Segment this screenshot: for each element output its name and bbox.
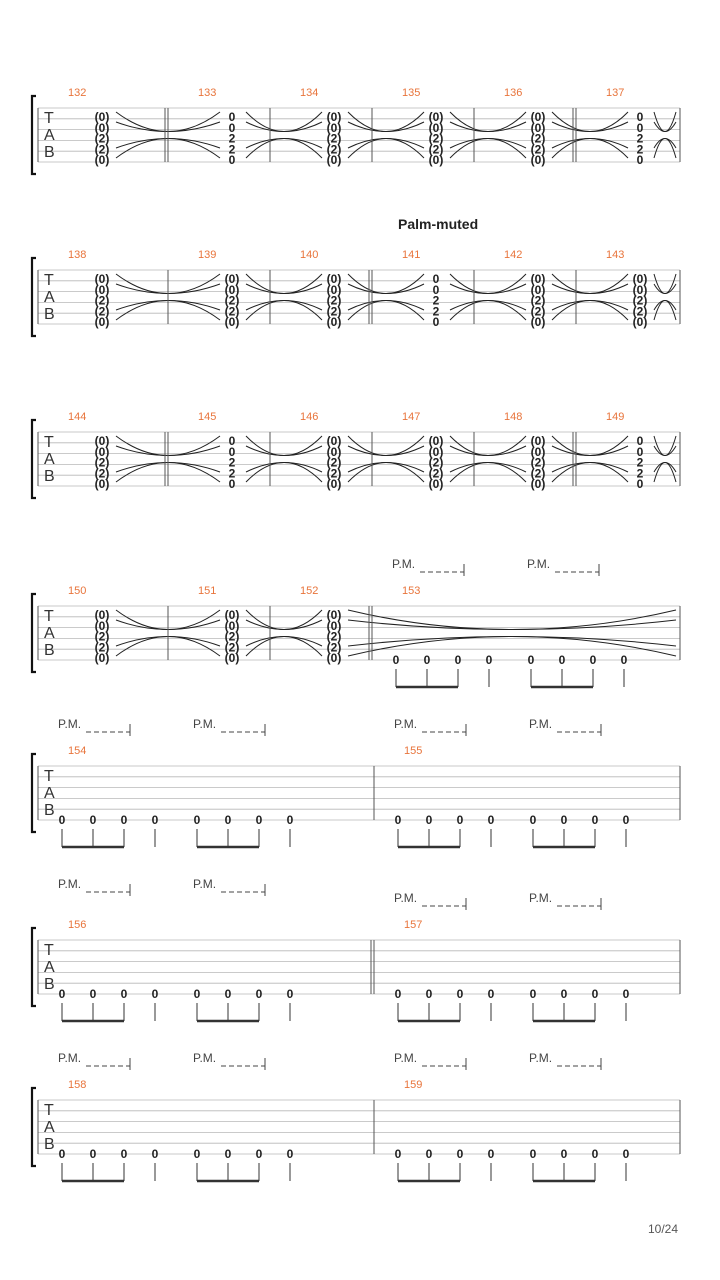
fret-number: (2) xyxy=(326,629,342,644)
fret-number: (0) xyxy=(530,282,546,297)
fret-number: (2) xyxy=(94,142,110,157)
fret-number: 2 xyxy=(636,131,644,146)
fret-number: 0 xyxy=(636,153,644,168)
tab-system xyxy=(32,877,680,1021)
fret-number: (0) xyxy=(326,618,342,633)
fret-number: (0) xyxy=(428,477,444,492)
fret-number: (0) xyxy=(428,434,444,448)
fret-number: (0) xyxy=(428,120,444,135)
fret-number: 0 xyxy=(151,1147,159,1161)
fret-number: 0 xyxy=(487,813,495,827)
fret-number: 0 xyxy=(224,1147,232,1161)
fret-number: 0 xyxy=(394,987,402,1001)
palm-mute-label: P.M. xyxy=(58,877,82,891)
fret-number: 0 xyxy=(636,120,644,135)
tab-system xyxy=(32,1051,680,1181)
fret-number: (2) xyxy=(632,293,648,308)
tab-clef-letter: A xyxy=(44,451,55,468)
fret-number: 2 xyxy=(228,131,236,146)
section-text: Palm-muted xyxy=(398,216,479,232)
fret-number: 0 xyxy=(89,813,97,827)
fret-number: (0) xyxy=(94,272,110,286)
fret-number: 0 xyxy=(255,813,263,827)
fret-number: (0) xyxy=(224,651,240,666)
fret-number: 0 xyxy=(228,120,236,135)
fret-number: 0 xyxy=(636,434,644,448)
bar-number: 142 xyxy=(504,249,523,261)
bar-number: 141 xyxy=(402,249,421,261)
fret-number: (0) xyxy=(428,153,444,168)
fret-number: (0) xyxy=(632,282,648,297)
fret-number: (0) xyxy=(632,315,648,330)
bar-number: 148 xyxy=(504,411,523,423)
fret-number: (0) xyxy=(94,444,110,459)
fret-number: 0 xyxy=(432,315,440,330)
fret-number: (2) xyxy=(428,142,444,157)
bar-number: 146 xyxy=(300,411,319,423)
fret-number: (0) xyxy=(224,315,240,330)
fret-number: (2) xyxy=(326,455,342,470)
fret-number: (2) xyxy=(94,466,110,481)
fret-number: (2) xyxy=(326,142,342,157)
tab-system xyxy=(32,717,680,847)
fret-number: 0 xyxy=(456,1147,464,1161)
fret-number: 2 xyxy=(228,466,236,481)
system-bracket xyxy=(32,594,36,672)
bar-number: 136 xyxy=(504,87,523,99)
palm-mute-label: P.M. xyxy=(193,717,217,731)
fret-number: 0 xyxy=(432,272,440,286)
fret-number: 0 xyxy=(228,434,236,448)
fret-number: 0 xyxy=(423,653,431,667)
fret-number: 0 xyxy=(58,813,66,827)
fret-number: (2) xyxy=(530,304,546,319)
fret-number: 0 xyxy=(558,653,566,667)
tab-clef-letter: A xyxy=(44,959,55,976)
fret-number: 0 xyxy=(394,813,402,827)
fret-number: (2) xyxy=(94,131,110,146)
bar-number: 138 xyxy=(68,249,87,261)
fret-number: 0 xyxy=(425,987,433,1001)
fret-number: 0 xyxy=(560,987,568,1001)
fret-number: (0) xyxy=(326,608,342,622)
fret-number: (2) xyxy=(428,455,444,470)
fret-number: 0 xyxy=(636,110,644,124)
palm-mute-label: P.M. xyxy=(58,717,82,731)
fret-number: 0 xyxy=(286,987,294,1001)
fret-number: 0 xyxy=(120,813,128,827)
fret-number: (2) xyxy=(326,466,342,481)
fret-number: (0) xyxy=(530,315,546,330)
fret-number: (2) xyxy=(94,640,110,655)
fret-number: 0 xyxy=(255,987,263,1001)
fret-number: 0 xyxy=(485,653,493,667)
fret-number: 0 xyxy=(228,110,236,124)
fret-number: 0 xyxy=(560,813,568,827)
fret-number: (2) xyxy=(94,629,110,644)
tab-clef-letter: B xyxy=(44,144,55,161)
fret-number: (0) xyxy=(326,444,342,459)
fret-number: (0) xyxy=(428,444,444,459)
fret-number: 0 xyxy=(151,987,159,1001)
bar-number: 140 xyxy=(300,249,319,261)
tab-clef-letter: A xyxy=(44,1119,55,1136)
fret-number: (2) xyxy=(326,131,342,146)
fret-number: 0 xyxy=(487,987,495,1001)
bar-number: 137 xyxy=(606,87,625,99)
fret-number: (2) xyxy=(224,640,240,655)
fret-number: 0 xyxy=(255,1147,263,1161)
fret-number: 0 xyxy=(193,1147,201,1161)
fret-number: 0 xyxy=(89,987,97,1001)
tab-clef-letter: T xyxy=(44,768,54,785)
fret-number: (0) xyxy=(94,315,110,330)
tab-clef-letter: B xyxy=(44,976,55,993)
tab-clef-letter: T xyxy=(44,272,54,289)
fret-number: 0 xyxy=(228,153,236,168)
fret-number: 0 xyxy=(89,1147,97,1161)
tab-clef-letter: T xyxy=(44,608,54,625)
fret-number: (0) xyxy=(224,282,240,297)
fret-number: 0 xyxy=(456,987,464,1001)
fret-number: 0 xyxy=(425,813,433,827)
fret-number: 0 xyxy=(193,813,201,827)
bar-number: 143 xyxy=(606,249,625,261)
fret-number: (0) xyxy=(326,477,342,492)
fret-number: (0) xyxy=(326,272,342,286)
fret-number: 0 xyxy=(591,987,599,1001)
fret-number: (2) xyxy=(632,304,648,319)
fret-number: 0 xyxy=(591,1147,599,1161)
fret-number: (2) xyxy=(326,293,342,308)
bar-number: 145 xyxy=(198,411,217,423)
fret-number: (2) xyxy=(224,629,240,644)
fret-number: 0 xyxy=(456,813,464,827)
fret-number: (0) xyxy=(94,153,110,168)
tab-clef-letter: T xyxy=(44,110,54,127)
fret-number: (2) xyxy=(326,304,342,319)
bar-number: 158 xyxy=(68,1079,87,1091)
fret-number: (0) xyxy=(94,110,110,124)
system-bracket xyxy=(32,420,36,498)
fret-number: (0) xyxy=(530,110,546,124)
tab-clef-letter: T xyxy=(44,942,54,959)
system-bracket xyxy=(32,1088,36,1166)
fret-number: (0) xyxy=(428,110,444,124)
fret-number: (0) xyxy=(94,608,110,622)
fret-number: 0 xyxy=(636,477,644,492)
fret-number: 0 xyxy=(58,987,66,1001)
fret-number: 0 xyxy=(286,813,294,827)
fret-number: (0) xyxy=(224,618,240,633)
fret-number: (0) xyxy=(224,272,240,286)
fret-number: 0 xyxy=(425,1147,433,1161)
fret-number: 0 xyxy=(622,987,630,1001)
fret-number: (2) xyxy=(94,293,110,308)
tab-clef-letter: A xyxy=(44,785,55,802)
fret-number: (0) xyxy=(326,651,342,666)
fret-number: 0 xyxy=(527,653,535,667)
bar-number: 133 xyxy=(198,87,217,99)
bar-number: 153 xyxy=(402,585,421,597)
bar-number: 159 xyxy=(404,1079,423,1091)
fret-number: (0) xyxy=(94,651,110,666)
tab-clef-letter: A xyxy=(44,625,55,642)
fret-number: 0 xyxy=(636,444,644,459)
fret-number: (0) xyxy=(530,272,546,286)
bar-number: 147 xyxy=(402,411,421,423)
tab-system xyxy=(32,411,680,498)
bar-number: 156 xyxy=(68,919,87,931)
tab-system xyxy=(32,249,680,336)
palm-mute-label: P.M. xyxy=(193,877,217,891)
fret-number: 0 xyxy=(529,1147,537,1161)
fret-number: 2 xyxy=(636,455,644,470)
tab-clef-letter: A xyxy=(44,289,55,306)
fret-number: (2) xyxy=(326,640,342,655)
fret-number: (0) xyxy=(326,315,342,330)
fret-number: (0) xyxy=(94,477,110,492)
palm-mute-label: P.M. xyxy=(394,1051,418,1065)
palm-mute-label: P.M. xyxy=(529,717,553,731)
fret-number: (0) xyxy=(326,110,342,124)
fret-number: 0 xyxy=(394,1147,402,1161)
fret-number: (0) xyxy=(530,477,546,492)
fret-number: (2) xyxy=(224,304,240,319)
fret-number: (0) xyxy=(326,153,342,168)
fret-number: 0 xyxy=(58,1147,66,1161)
fret-number: (0) xyxy=(326,434,342,448)
fret-number: 2 xyxy=(636,142,644,157)
palm-mute-label: P.M. xyxy=(392,557,416,571)
fret-number: (2) xyxy=(530,131,546,146)
bar-number: 151 xyxy=(198,585,217,597)
fret-number: (2) xyxy=(428,466,444,481)
palm-mute-label: P.M. xyxy=(58,1051,82,1065)
palm-mute-label: P.M. xyxy=(529,891,553,905)
fret-number: (2) xyxy=(530,455,546,470)
system-bracket xyxy=(32,754,36,832)
fret-number: (2) xyxy=(94,304,110,319)
fret-number: 0 xyxy=(224,813,232,827)
tab-clef-letter: B xyxy=(44,802,55,819)
bar-number: 152 xyxy=(300,585,319,597)
system-bracket xyxy=(32,96,36,174)
bar-number: 132 xyxy=(68,87,87,99)
fret-number: 2 xyxy=(228,455,236,470)
fret-number: 0 xyxy=(529,987,537,1001)
fret-number: 0 xyxy=(151,813,159,827)
fret-number: (2) xyxy=(94,455,110,470)
fret-number: (2) xyxy=(530,142,546,157)
system-bracket xyxy=(32,928,36,1006)
fret-number: 0 xyxy=(487,1147,495,1161)
fret-number: (0) xyxy=(224,608,240,622)
fret-number: (0) xyxy=(94,282,110,297)
page-number: 10/24 xyxy=(647,1222,678,1236)
tab-system xyxy=(32,557,680,687)
fret-number: 0 xyxy=(228,477,236,492)
bar-number: 139 xyxy=(198,249,217,261)
fret-number: 0 xyxy=(560,1147,568,1161)
tab-clef-letter: B xyxy=(44,468,55,485)
fret-number: (0) xyxy=(632,272,648,286)
fret-number: 2 xyxy=(228,142,236,157)
palm-mute-label: P.M. xyxy=(193,1051,217,1065)
palm-mute-label: P.M. xyxy=(529,1051,553,1065)
tab-clef-letter: A xyxy=(44,127,55,144)
bar-number: 134 xyxy=(300,87,319,99)
fret-number: (2) xyxy=(224,293,240,308)
fret-number: 0 xyxy=(286,1147,294,1161)
fret-number: (0) xyxy=(94,618,110,633)
fret-number: (2) xyxy=(428,131,444,146)
fret-number: 0 xyxy=(454,653,462,667)
tab-clef-letter: B xyxy=(44,306,55,323)
bar-number: 157 xyxy=(404,919,423,931)
fret-number: 0 xyxy=(228,444,236,459)
fret-number: 0 xyxy=(591,813,599,827)
palm-mute-label: P.M. xyxy=(394,717,418,731)
palm-mute-label: P.M. xyxy=(394,891,418,905)
fret-number: (2) xyxy=(530,466,546,481)
fret-number: (0) xyxy=(326,282,342,297)
tab-clef-letter: T xyxy=(44,434,54,451)
bar-number: 135 xyxy=(402,87,421,99)
fret-number: 0 xyxy=(589,653,597,667)
fret-number: 0 xyxy=(432,282,440,297)
fret-number: 0 xyxy=(224,987,232,1001)
fret-number: (0) xyxy=(326,120,342,135)
fret-number: 0 xyxy=(622,813,630,827)
fret-number: (0) xyxy=(530,444,546,459)
bar-number: 149 xyxy=(606,411,625,423)
bar-number: 155 xyxy=(404,745,423,757)
fret-number: (0) xyxy=(530,153,546,168)
fret-number: 0 xyxy=(392,653,400,667)
fret-number: (2) xyxy=(530,293,546,308)
fret-number: (0) xyxy=(530,120,546,135)
fret-number: 2 xyxy=(432,293,440,308)
tab-system xyxy=(32,87,680,174)
fret-number: (0) xyxy=(94,120,110,135)
fret-number: 0 xyxy=(620,653,628,667)
fret-number: 0 xyxy=(622,1147,630,1161)
fret-number: 0 xyxy=(193,987,201,1001)
fret-number: 2 xyxy=(432,304,440,319)
bar-number: 144 xyxy=(68,411,87,423)
fret-number: 0 xyxy=(120,987,128,1001)
fret-number: (0) xyxy=(530,434,546,448)
bar-number: 154 xyxy=(68,745,87,757)
fret-number: 2 xyxy=(636,466,644,481)
system-bracket xyxy=(32,258,36,336)
fret-number: 0 xyxy=(529,813,537,827)
tab-clef-letter: T xyxy=(44,1102,54,1119)
tab-clef-letter: B xyxy=(44,642,55,659)
fret-number: (0) xyxy=(94,434,110,448)
bar-number: 150 xyxy=(68,585,87,597)
tab-clef-letter: B xyxy=(44,1136,55,1153)
palm-mute-label: P.M. xyxy=(527,557,551,571)
fret-number: 0 xyxy=(120,1147,128,1161)
